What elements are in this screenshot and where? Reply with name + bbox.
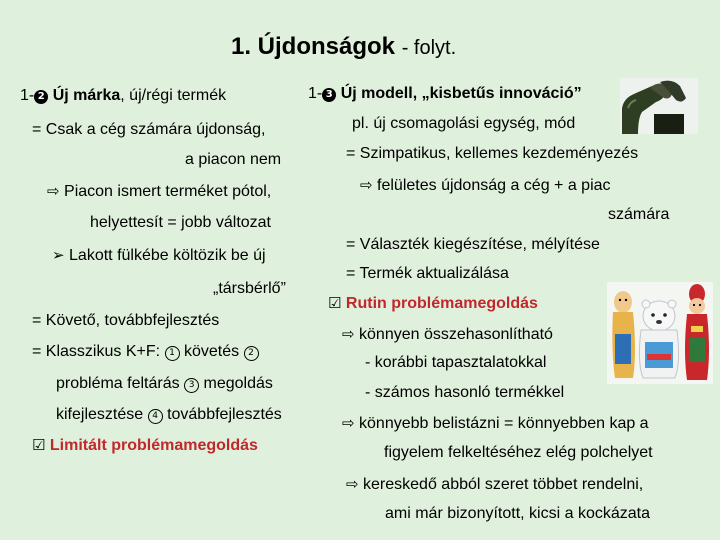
arrow-icon: ⇨ bbox=[342, 414, 355, 432]
left-line-7: = Követő, továbbfejlesztés bbox=[32, 312, 220, 329]
right-line-14: ami már bizonyított, kicsi a kockázata bbox=[385, 505, 650, 522]
right-line-6: = Termék aktualizálása bbox=[346, 265, 509, 282]
right-line-8: ⇨ könnyen összehasonlítható bbox=[342, 325, 553, 343]
right-line-9: - korábbi tapasztalatokkal bbox=[365, 354, 547, 371]
right-line-5: = Választék kiegészítése, mélyítése bbox=[346, 236, 600, 253]
number-circle-icon: 4 bbox=[148, 409, 163, 424]
left-line-4: helyettesít = jobb változat bbox=[90, 214, 271, 231]
left-line-3: ⇨ Piacon ismert terméket pótol, bbox=[47, 182, 272, 200]
page-title: 1. Újdonságok - folyt. bbox=[231, 33, 457, 60]
checked-box-icon: ☑ bbox=[32, 436, 46, 454]
right-line-7: ☑ Rutin problémamegoldás bbox=[328, 294, 538, 312]
arrow-icon: ⇨ bbox=[47, 182, 60, 200]
left-heading: 1- 2 Új márka, új/régi termék bbox=[20, 87, 227, 104]
chocolate-figures-image bbox=[607, 282, 713, 384]
arrow-icon: ⇨ bbox=[346, 475, 359, 493]
right-line-4: számára bbox=[608, 206, 670, 223]
right-line-1: pl. új csomagolási egység, mód bbox=[352, 115, 576, 132]
left-line-8: = Klasszikus K+F: 1 követés 2 bbox=[32, 342, 259, 362]
checked-box-icon: ☑ bbox=[328, 294, 342, 312]
number-circle-icon: 3 bbox=[322, 88, 336, 102]
left-line-9: probléma feltárás 3 megoldás bbox=[56, 375, 273, 392]
right-heading: 1- 3 Új modell, „kisbetűs innováció” bbox=[308, 85, 582, 102]
right-line-11: ⇨ könnyebb belistázni = könnyebben kap a bbox=[342, 414, 649, 432]
right-line-13: ⇨ kereskedő abból szeret többet rendelni, bbox=[346, 475, 644, 493]
bottle-image bbox=[620, 78, 698, 134]
left-line-5: ➢ Lakott fülkébe költözik be új bbox=[52, 246, 266, 264]
left-line-11: ☑ Limitált problémamegoldás bbox=[32, 436, 258, 454]
number-circle-icon: 2 bbox=[244, 346, 259, 361]
number-circle-icon: 3 bbox=[184, 378, 199, 393]
left-line-6: „társbérlő” bbox=[213, 280, 286, 297]
number-circle-icon: 1 bbox=[165, 346, 180, 361]
right-line-12: figyelem felkeltéséhez elég polchelyet bbox=[384, 444, 653, 461]
right-line-10: - számos hasonló termékkel bbox=[365, 384, 565, 401]
arrowhead-bullet-icon: ➢ bbox=[52, 246, 65, 264]
left-line-1: = Csak a cég számára újdonság, bbox=[32, 121, 266, 138]
left-line-10: kifejlesztése 4 továbbfejlesztés bbox=[56, 406, 282, 423]
number-circle-icon: 2 bbox=[34, 90, 48, 104]
right-line-2: = Szimpatikus, kellemes kezdeményezés bbox=[346, 145, 639, 162]
left-line-2: a piacon nem bbox=[185, 151, 282, 168]
arrow-icon: ⇨ bbox=[342, 325, 355, 343]
right-line-3: ⇨ felületes újdonság a cég + a piac bbox=[360, 176, 611, 194]
arrow-icon: ⇨ bbox=[360, 176, 373, 194]
